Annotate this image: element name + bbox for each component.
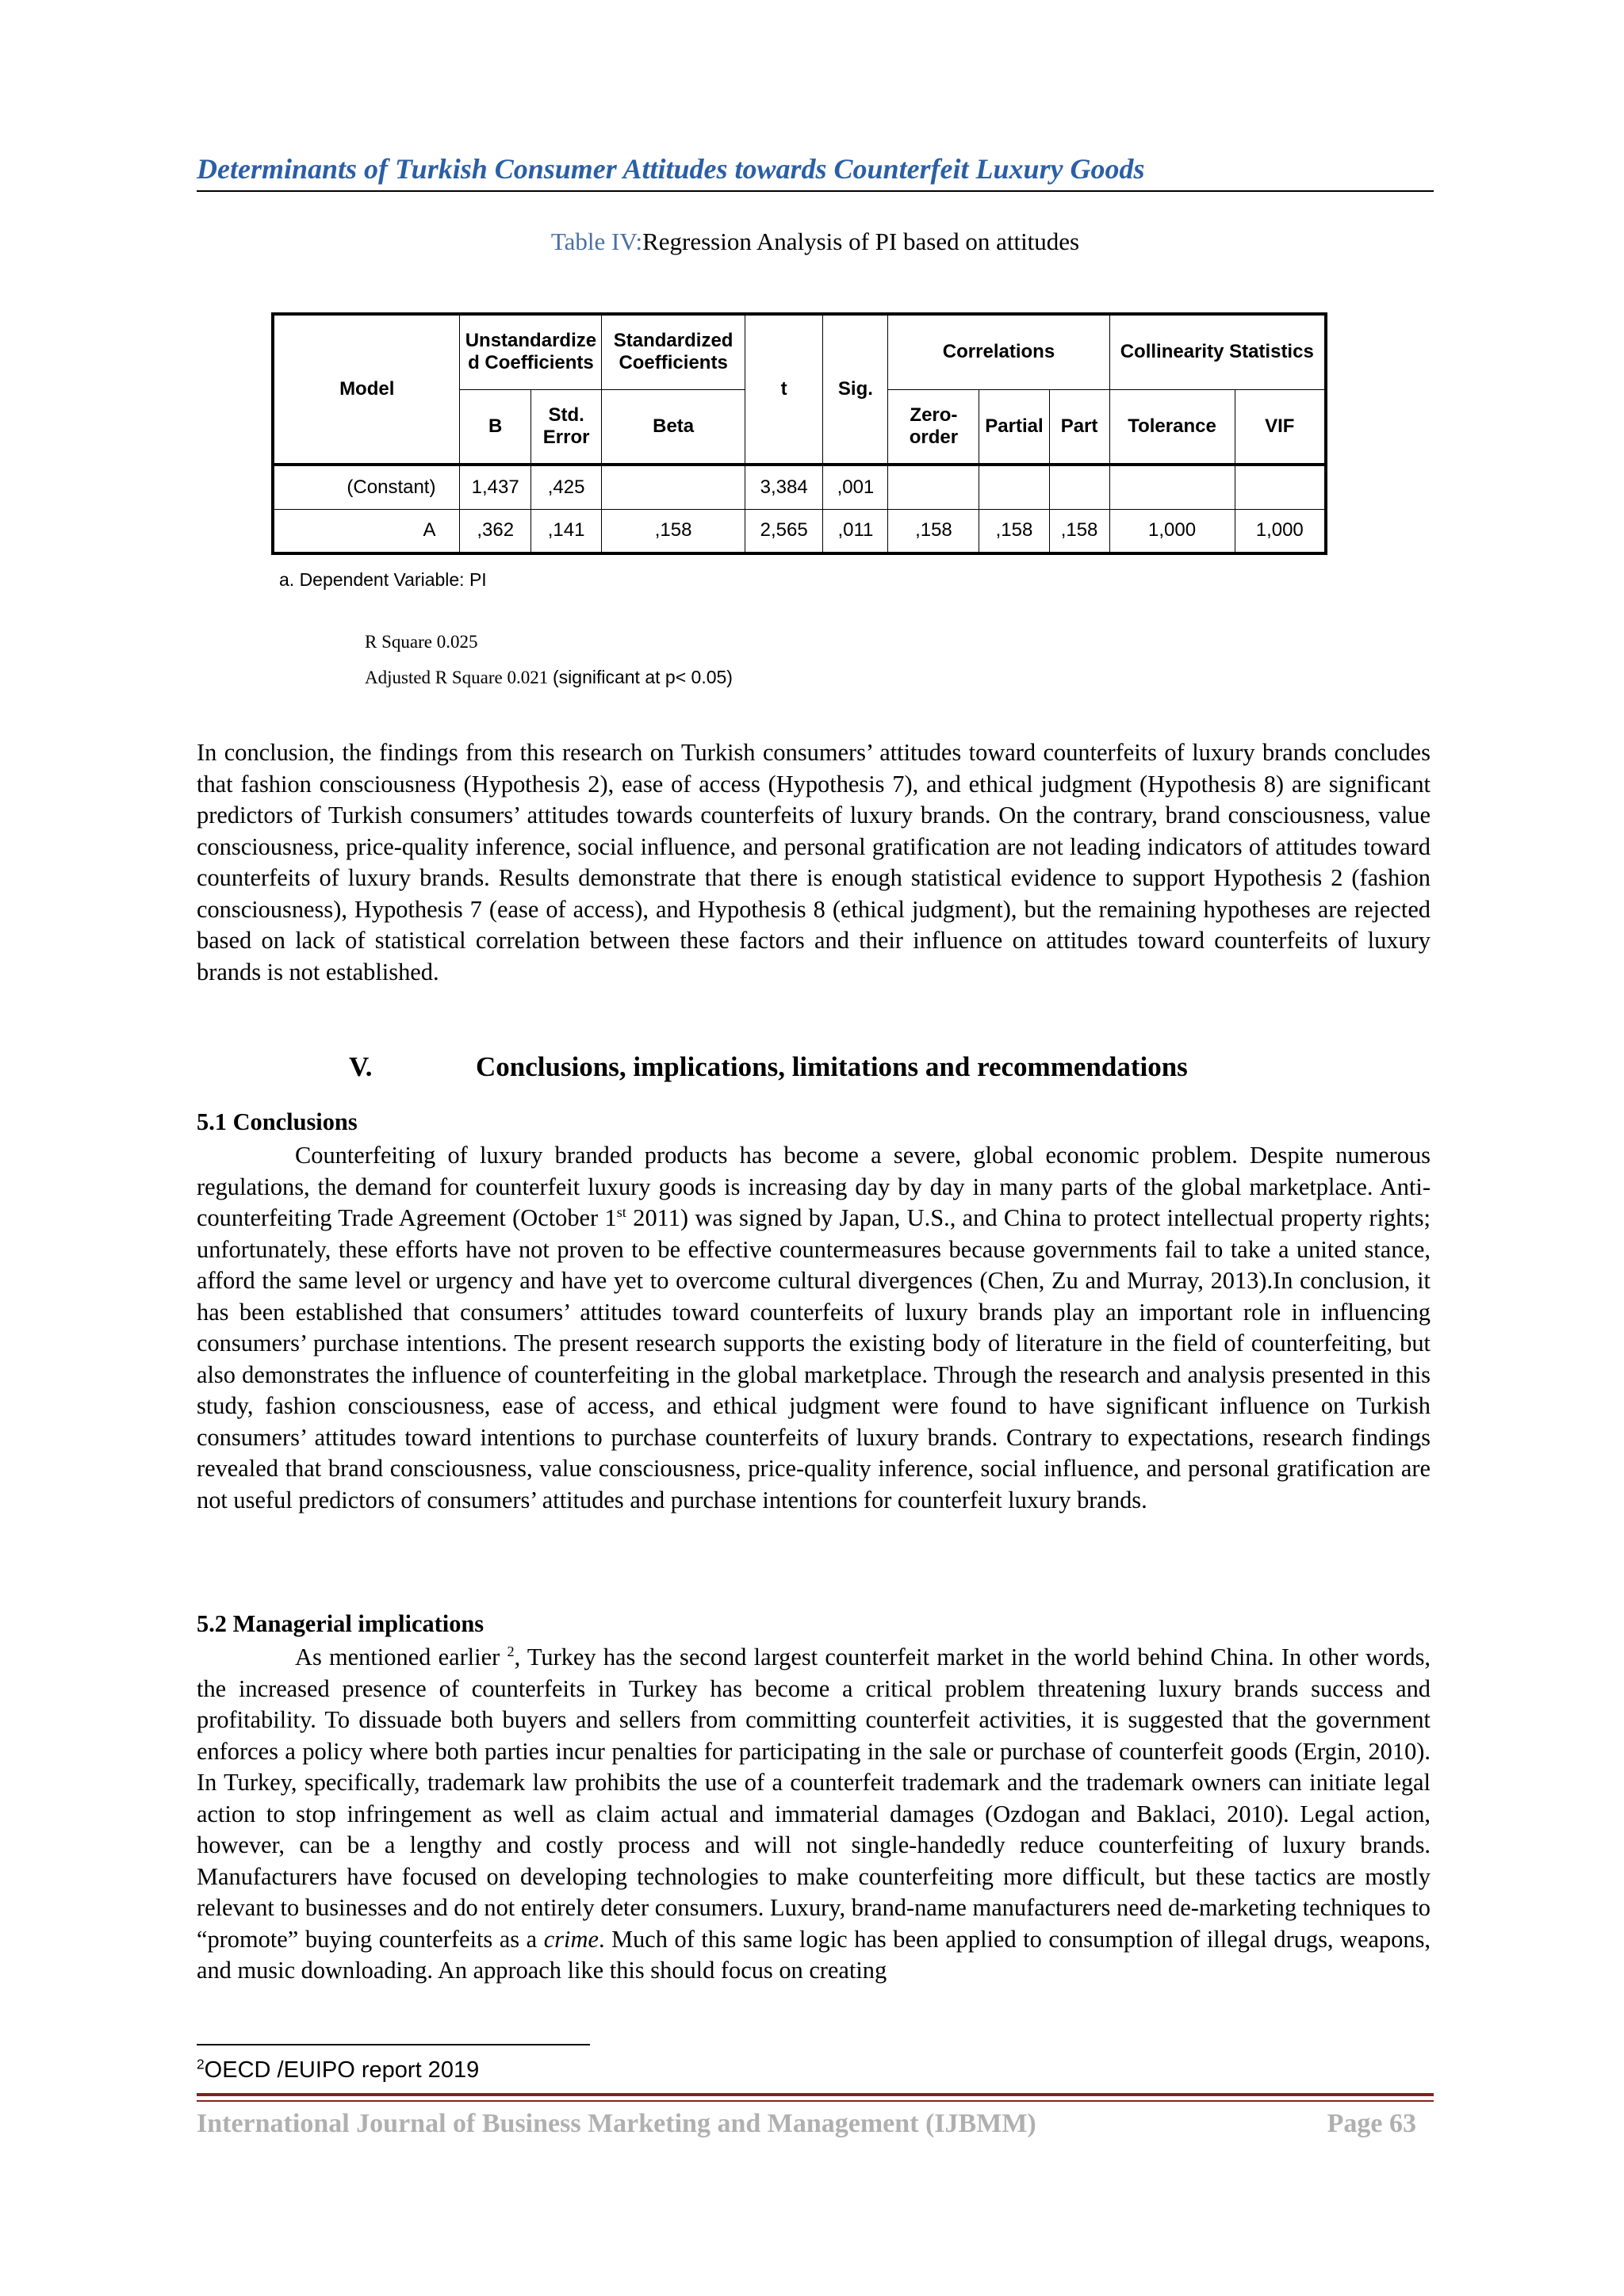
table-caption-label: Table IV: bbox=[550, 228, 643, 255]
th-correlations: Correlations bbox=[888, 314, 1109, 389]
th-partial: Partial bbox=[979, 389, 1049, 465]
r-square: R Square 0.025 bbox=[365, 632, 478, 652]
table-row: (Constant) 1,437 ,425 3,384 ,001 bbox=[273, 465, 1326, 509]
th-unstandardized: Unstandardize d Coefficients bbox=[460, 314, 602, 389]
th-tolerance: Tolerance bbox=[1109, 389, 1235, 465]
table-caption bbox=[197, 228, 1434, 256]
th-standardized: Standardized Coefficients bbox=[602, 314, 745, 389]
section-number: V. bbox=[349, 1051, 373, 1082]
subsection-conclusions: 5.1 Conclusions bbox=[197, 1108, 358, 1135]
paragraph-summary: In conclusion, the findings from this research on Turkish consumers’ attitudes toward counterfeits of luxury brands concludes that fashion consciousness (Hypothesis 2), ease of access (Hypothesis 7), and ethical judgment (Hypothesis 8) are significant predictors of Turkish consumers’ attitudes towards counterfeits of luxury brands. On the contrary, brand consciousness, value consciousness, price-quality inference, social influence, and personal gratification are not leading indicators of attitudes toward counterfeits of luxury brands. Results demonstrate that there is enough statistical evidence to support Hypothesis 2 (fashion consciousness), Hypothesis 7 (ease of access), and Hypothesis 8 (ethical judgment), but the remaining hypotheses are rejected based on lack of statistical correlation between these factors and their influence on attitudes toward counterfeits of luxury brands is not established. bbox=[197, 739, 1431, 985]
paragraph-conclusions: Counterfeiting of luxury branded products has become a severe, global economic problem. Despite numerous regulations, the demand for counterfeit luxury goods is increasing day by day in many parts of the global marketplace. Anti-counterfeiting Trade Agreement (October 1st 2011) was signed by Japan, U.S., and China to protect intellectual property rights; unfortunately, these efforts have not proven to be effective countermeasures because governments fail to take a united stance, afford the same level or urgency and have yet to overcome cultural divergences (Chen, Zu and Murray, 2013).In conclusion, it has been established that consumers’ attitudes toward counterfeits of luxury brands play an important role in influencing consumers’ purchase intentions. The present research supports the existing body of literature in the field of counterfeiting, but also demonstrates the influence of counterfeiting in the global marketplace. Through the research and analysis presented in this study, fashion consciousness, ease of access, and ethical judgment were found to have significant influence on Turkish consumers’ attitudes toward intentions to purchase counterfeits of luxury brands. Contrary to expectations, research findings revealed that brand consciousness, value consciousness, price-quality inference, social influence, and personal gratification are not useful predictors of consumers’ attitudes and purchase intentions for counterfeit luxury brands. bbox=[197, 1142, 1431, 1513]
running-title: Determinants of Turkish Consumer Attitudes towards Counterfeit Luxury Goods bbox=[197, 153, 1145, 185]
subsection-managerial: 5.2 Managerial implications bbox=[197, 1610, 485, 1637]
th-std-error: Std. Error bbox=[530, 389, 601, 465]
adjusted-r-square: Adjusted R Square 0.021 (significant at p< 0.05) bbox=[365, 667, 733, 687]
footnote: $^2$OECD /EUIPO report 2019 bbox=[197, 2056, 480, 2083]
table-row: A ,362 ,141 ,158 2,565 ,011 ,158 ,158 ,158 1,000 1,000 bbox=[273, 509, 1326, 553]
th-model: Model bbox=[273, 314, 460, 465]
regression-table bbox=[271, 312, 1327, 555]
th-vif: VIF bbox=[1235, 389, 1326, 465]
th-t: t bbox=[745, 314, 822, 465]
footer-rule bbox=[197, 2093, 1434, 2096]
table-note: a. Dependent Variable: PI bbox=[279, 569, 487, 590]
th-part: Part bbox=[1049, 389, 1109, 465]
footer-journal: International Journal of Business Marketing and Management (IJBMM) bbox=[197, 2109, 1036, 2138]
footnote-rule bbox=[197, 2044, 590, 2045]
section-title: Conclusions, implications, limitations and recommendations bbox=[476, 1051, 1188, 1082]
page-number: Page 63 bbox=[1327, 2109, 1416, 2138]
page-footer bbox=[197, 2109, 1416, 2139]
th-sig: Sig. bbox=[823, 314, 888, 465]
header-rule bbox=[197, 190, 1434, 192]
th-b: B bbox=[460, 389, 530, 465]
table-caption-text: Regression Analysis of PI based on attitudes bbox=[642, 228, 1080, 255]
paragraph-managerial: As mentioned earlier $^2$, Turkey has the second largest counterfeit market in the world behind China. In other words, the increased presence of counterfeits in Turkey has become a critical problem threatening luxury brands success and profitability. To dissuade both buyers and sellers from committing counterfeit activities, it is suggested that the government enforces a policy where both parties incur penalties for participating in the sale or purchase of counterfeit goods (Ergin, 2010). In Turkey, specifically, trademark law prohibits the use of a counterfeit trademark and the trademark owners can initiate legal action to stop infringement as well as claim actual and immaterial damages (Ozdogan and Baklaci, 2010). Legal action, however, can be a lengthy and costly process and will not single-handedly reduce counterfeiting of luxury brands. Manufacturers have focused on developing technologies to make counterfeiting more difficult, but these tactics are mostly relevant to businesses and do not entirely deter consumers. Luxury, brand-name manufacturers need de-marketing techniques to “promote” buying counterfeits as a crime. Much of this same logic has been applied to consumption of illegal drugs, weapons, and music downloading. An approach like this should focus on creating bbox=[197, 1643, 1431, 1984]
footer-rule-thin bbox=[197, 2100, 1434, 2102]
th-collinearity: Collinearity Statistics bbox=[1109, 314, 1326, 389]
th-beta: Beta bbox=[602, 389, 745, 465]
th-zero-order: Zero- order bbox=[888, 389, 979, 465]
